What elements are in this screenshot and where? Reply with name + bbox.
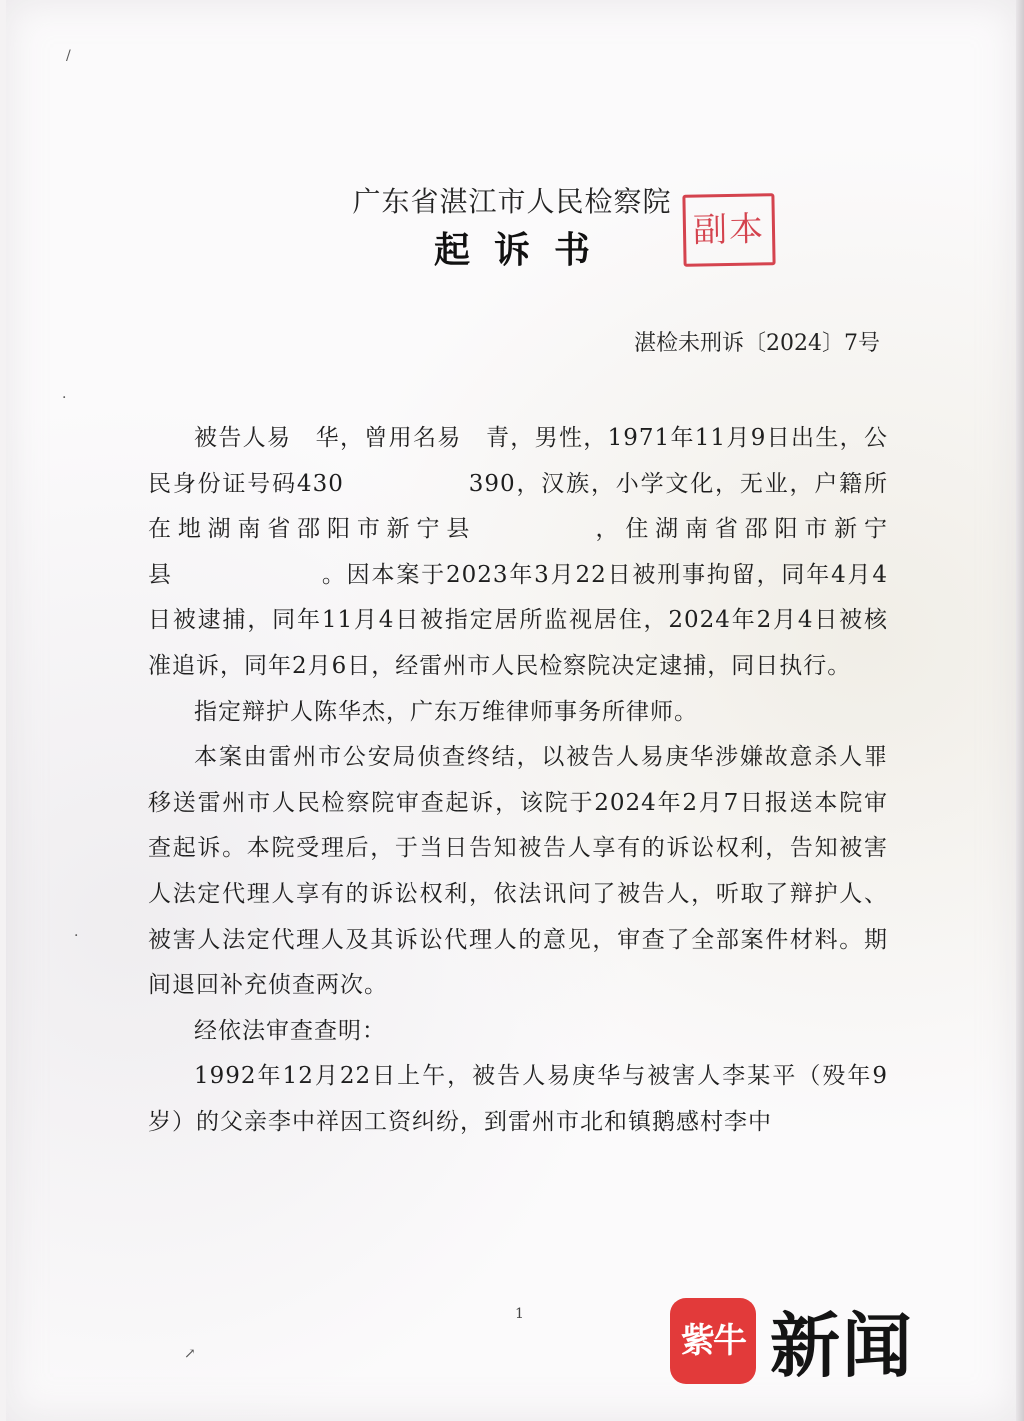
paragraph-case-facts: 1992年12月22日上午，被告人易庚华与被害人李某平（殁年9岁）的父亲李中祥因工资纠纷，到雷州市北和镇鹅感村李中 xyxy=(148,1063,888,1135)
binding-hole-mark: · xyxy=(62,390,67,406)
copy-stamp: 副本 xyxy=(682,193,775,267)
news-logo-text: 新闻 xyxy=(770,1304,914,1387)
organization-title: 广东省湛江市人民检察院 xyxy=(352,185,672,218)
document-body xyxy=(148,416,888,1146)
binding-hole-mark: · xyxy=(74,928,79,944)
paragraph-findings-heading: 经依法审查查明： xyxy=(194,1017,386,1044)
paragraph-case-procedure: 本案由雷州市公安局侦查终结，以被告人易庚华涉嫌故意杀人罪移送雷州市人民检察院审查起诉，该院于2024年2月7日报送本院审查起诉。本院受理后，于当日告知被告人享有的诉讼权利，告知被害人法定代理人享有的诉讼权利，依法讯问了被告人，听取了辩护人、被害人法定代理人及其诉讼代理人的意见，审查了全部案件材料。期间退回补充侦查两次。 xyxy=(148,744,888,999)
paper-mark: ↗ xyxy=(184,1346,196,1362)
paper-mark: / xyxy=(66,48,71,64)
document-number: 湛检未刑诉〔2024〕7号 xyxy=(634,331,880,356)
paragraph-defense-counsel: 指定辩护人陈华杰，广东万维律师事务所律师。 xyxy=(194,698,698,725)
paragraph-defendant-info: 被告人易 华，曾用名易 青，男性，1971年11月9日出生，公民身份证号码430 390，汉族，小学文化，无业，户籍所在地湖南省邵阳市新宁县 ，住湖南省邵阳市新宁县 。因本案于2023年3月22日被刑事拘留，同年4月4日被逮捕，同年11月4日被指定居所监视居住，2024年2月4日被核准追诉，同年2月6日，经雷州市人民检察院决定逮捕，同日执行。 xyxy=(148,425,888,679)
news-watermark-logo xyxy=(670,1290,914,1391)
news-logo-badge: 紫牛 xyxy=(670,1298,756,1384)
page-number: 1 xyxy=(515,1306,524,1322)
document-title: 起诉书 xyxy=(433,229,614,271)
